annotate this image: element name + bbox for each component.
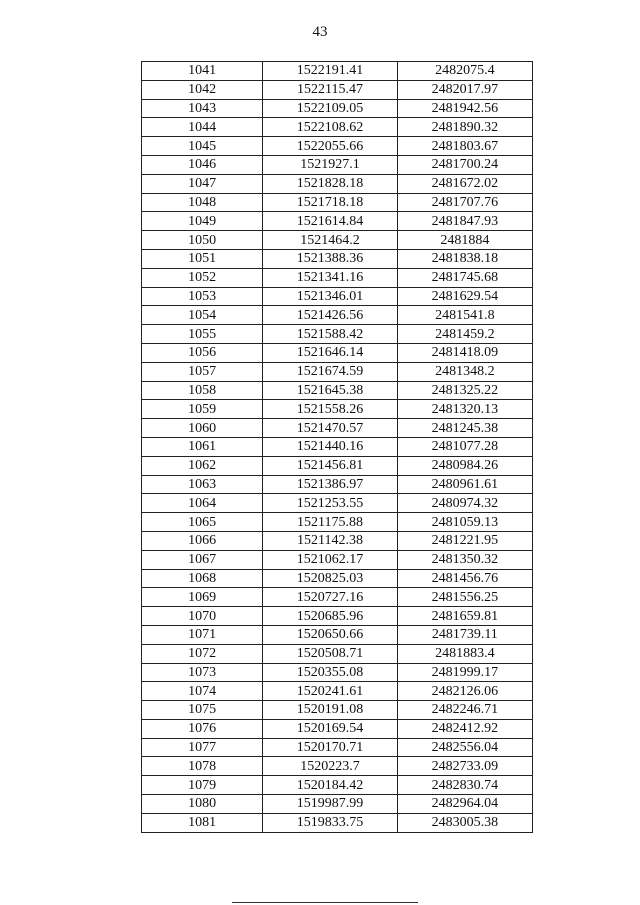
y-coordinate-cell: 2481556.25 <box>397 588 532 607</box>
y-coordinate-cell: 2481348.2 <box>397 362 532 381</box>
x-coordinate-cell: 1521062.17 <box>263 550 397 569</box>
y-coordinate-cell: 2481418.09 <box>397 343 532 362</box>
y-coordinate-cell: 2481325.22 <box>397 381 532 400</box>
x-coordinate-cell: 1520184.42 <box>263 776 397 795</box>
y-coordinate-cell: 2482964.04 <box>397 795 532 814</box>
x-coordinate-cell: 1520355.08 <box>263 663 397 682</box>
x-coordinate-cell: 1521426.56 <box>263 306 397 325</box>
point-number-cell: 1055 <box>142 325 263 344</box>
y-coordinate-cell: 2482412.92 <box>397 719 532 738</box>
table-row <box>142 813 533 832</box>
y-coordinate-cell: 2481320.13 <box>397 400 532 419</box>
x-coordinate-cell: 1521588.42 <box>263 325 397 344</box>
point-number-cell: 1054 <box>142 306 263 325</box>
point-number-cell: 1065 <box>142 513 263 532</box>
point-number-cell: 1047 <box>142 174 263 193</box>
table-row <box>142 776 533 795</box>
y-coordinate-cell: 2481739.11 <box>397 625 532 644</box>
y-coordinate-cell: 2481221.95 <box>397 531 532 550</box>
table-row <box>142 531 533 550</box>
y-coordinate-cell: 2481883.4 <box>397 644 532 663</box>
x-coordinate-cell: 1522055.66 <box>263 137 397 156</box>
y-coordinate-cell: 2481672.02 <box>397 174 532 193</box>
point-number-cell: 1066 <box>142 531 263 550</box>
x-coordinate-cell: 1519833.75 <box>263 813 397 832</box>
point-number-cell: 1044 <box>142 118 263 137</box>
point-number-cell: 1069 <box>142 588 263 607</box>
table-row <box>142 306 533 325</box>
x-coordinate-cell: 1520169.54 <box>263 719 397 738</box>
point-number-cell: 1073 <box>142 663 263 682</box>
y-coordinate-cell: 2482075.4 <box>397 62 532 81</box>
x-coordinate-cell: 1521175.88 <box>263 513 397 532</box>
y-coordinate-cell: 2481745.68 <box>397 268 532 287</box>
point-number-cell: 1061 <box>142 437 263 456</box>
x-coordinate-cell: 1522191.41 <box>263 62 397 81</box>
x-coordinate-cell: 1520170.71 <box>263 738 397 757</box>
table-row <box>142 99 533 118</box>
table-row <box>142 343 533 362</box>
point-number-cell: 1042 <box>142 80 263 99</box>
table-row <box>142 419 533 438</box>
y-coordinate-cell: 2481629.54 <box>397 287 532 306</box>
y-coordinate-cell: 2481700.24 <box>397 155 532 174</box>
point-number-cell: 1060 <box>142 419 263 438</box>
table-row <box>142 231 533 250</box>
y-coordinate-cell: 2481245.38 <box>397 419 532 438</box>
table-row <box>142 588 533 607</box>
point-number-cell: 1080 <box>142 795 263 814</box>
x-coordinate-cell: 1521456.81 <box>263 456 397 475</box>
y-coordinate-cell: 2481077.28 <box>397 437 532 456</box>
table-row <box>142 663 533 682</box>
x-coordinate-cell: 1521646.14 <box>263 343 397 362</box>
table-row <box>142 550 533 569</box>
x-coordinate-cell: 1520191.08 <box>263 701 397 720</box>
point-number-cell: 1051 <box>142 249 263 268</box>
table-row <box>142 325 533 344</box>
table-row <box>142 381 533 400</box>
y-coordinate-cell: 2480984.26 <box>397 456 532 475</box>
y-coordinate-cell: 2482830.74 <box>397 776 532 795</box>
x-coordinate-cell: 1521253.55 <box>263 494 397 513</box>
x-coordinate-cell: 1521674.59 <box>263 362 397 381</box>
y-coordinate-cell: 2483005.38 <box>397 813 532 832</box>
point-number-cell: 1059 <box>142 400 263 419</box>
point-number-cell: 1076 <box>142 719 263 738</box>
x-coordinate-cell: 1521464.2 <box>263 231 397 250</box>
table-row <box>142 400 533 419</box>
x-coordinate-cell: 1520223.7 <box>263 757 397 776</box>
y-coordinate-cell: 2481999.17 <box>397 663 532 682</box>
point-number-cell: 1053 <box>142 287 263 306</box>
y-coordinate-cell: 2481459.2 <box>397 325 532 344</box>
page-bottom-rule <box>232 902 418 903</box>
table-row <box>142 118 533 137</box>
x-coordinate-cell: 1522115.47 <box>263 80 397 99</box>
y-coordinate-cell: 2482556.04 <box>397 738 532 757</box>
table-row <box>142 456 533 475</box>
x-coordinate-cell: 1520508.71 <box>263 644 397 663</box>
x-coordinate-cell: 1520650.66 <box>263 625 397 644</box>
y-coordinate-cell: 2481890.32 <box>397 118 532 137</box>
table-row <box>142 362 533 381</box>
x-coordinate-cell: 1522108.62 <box>263 118 397 137</box>
x-coordinate-cell: 1521341.16 <box>263 268 397 287</box>
x-coordinate-cell: 1521718.18 <box>263 193 397 212</box>
table-row <box>142 137 533 156</box>
point-number-cell: 1057 <box>142 362 263 381</box>
y-coordinate-cell: 2481659.81 <box>397 607 532 626</box>
table-row <box>142 268 533 287</box>
x-coordinate-cell: 1521614.84 <box>263 212 397 231</box>
table-row <box>142 193 533 212</box>
table-row <box>142 80 533 99</box>
x-coordinate-cell: 1521558.26 <box>263 400 397 419</box>
coordinate-table <box>141 61 533 833</box>
y-coordinate-cell: 2480961.61 <box>397 475 532 494</box>
table-row <box>142 795 533 814</box>
point-number-cell: 1078 <box>142 757 263 776</box>
table-row <box>142 155 533 174</box>
y-coordinate-cell: 2480974.32 <box>397 494 532 513</box>
table-row <box>142 437 533 456</box>
y-coordinate-cell: 2481942.56 <box>397 99 532 118</box>
table-row <box>142 212 533 231</box>
point-number-cell: 1081 <box>142 813 263 832</box>
y-coordinate-cell: 2481541.8 <box>397 306 532 325</box>
point-number-cell: 1071 <box>142 625 263 644</box>
y-coordinate-cell: 2481456.76 <box>397 569 532 588</box>
point-number-cell: 1046 <box>142 155 263 174</box>
table-row <box>142 494 533 513</box>
x-coordinate-cell: 1520685.96 <box>263 607 397 626</box>
table-row <box>142 287 533 306</box>
x-coordinate-cell: 1521927.1 <box>263 155 397 174</box>
x-coordinate-cell: 1521346.01 <box>263 287 397 306</box>
point-number-cell: 1068 <box>142 569 263 588</box>
x-coordinate-cell: 1521386.97 <box>263 475 397 494</box>
x-coordinate-cell: 1521440.16 <box>263 437 397 456</box>
point-number-cell: 1070 <box>142 607 263 626</box>
point-number-cell: 1067 <box>142 550 263 569</box>
x-coordinate-cell: 1520825.03 <box>263 569 397 588</box>
y-coordinate-cell: 2482246.71 <box>397 701 532 720</box>
point-number-cell: 1072 <box>142 644 263 663</box>
point-number-cell: 1074 <box>142 682 263 701</box>
point-number-cell: 1041 <box>142 62 263 81</box>
x-coordinate-cell: 1521142.38 <box>263 531 397 550</box>
x-coordinate-cell: 1522109.05 <box>263 99 397 118</box>
table-row <box>142 738 533 757</box>
table-row <box>142 475 533 494</box>
table-row <box>142 607 533 626</box>
x-coordinate-cell: 1521470.57 <box>263 419 397 438</box>
table-row <box>142 569 533 588</box>
x-coordinate-cell: 1521645.38 <box>263 381 397 400</box>
table-row <box>142 174 533 193</box>
x-coordinate-cell: 1520727.16 <box>263 588 397 607</box>
point-number-cell: 1058 <box>142 381 263 400</box>
table-row <box>142 719 533 738</box>
point-number-cell: 1075 <box>142 701 263 720</box>
table-row <box>142 625 533 644</box>
point-number-cell: 1045 <box>142 137 263 156</box>
y-coordinate-cell: 2481847.93 <box>397 212 532 231</box>
y-coordinate-cell: 2481884 <box>397 231 532 250</box>
x-coordinate-cell: 1520241.61 <box>263 682 397 701</box>
x-coordinate-cell: 1521388.36 <box>263 249 397 268</box>
y-coordinate-cell: 2481707.76 <box>397 193 532 212</box>
coordinate-table-body <box>142 62 533 833</box>
table-row <box>142 682 533 701</box>
point-number-cell: 1050 <box>142 231 263 250</box>
point-number-cell: 1079 <box>142 776 263 795</box>
page-number: 43 <box>312 24 328 40</box>
y-coordinate-cell: 2481059.13 <box>397 513 532 532</box>
y-coordinate-cell: 2482126.06 <box>397 682 532 701</box>
table-row <box>142 513 533 532</box>
table-row <box>142 249 533 268</box>
point-number-cell: 1048 <box>142 193 263 212</box>
point-number-cell: 1049 <box>142 212 263 231</box>
point-number-cell: 1077 <box>142 738 263 757</box>
table-row <box>142 701 533 720</box>
point-number-cell: 1062 <box>142 456 263 475</box>
x-coordinate-cell: 1519987.99 <box>263 795 397 814</box>
table-row <box>142 62 533 81</box>
y-coordinate-cell: 2482017.97 <box>397 80 532 99</box>
y-coordinate-cell: 2482733.09 <box>397 757 532 776</box>
point-number-cell: 1052 <box>142 268 263 287</box>
y-coordinate-cell: 2481350.32 <box>397 550 532 569</box>
point-number-cell: 1056 <box>142 343 263 362</box>
y-coordinate-cell: 2481803.67 <box>397 137 532 156</box>
point-number-cell: 1064 <box>142 494 263 513</box>
point-number-cell: 1043 <box>142 99 263 118</box>
y-coordinate-cell: 2481838.18 <box>397 249 532 268</box>
point-number-cell: 1063 <box>142 475 263 494</box>
table-row <box>142 644 533 663</box>
x-coordinate-cell: 1521828.18 <box>263 174 397 193</box>
table-row <box>142 757 533 776</box>
